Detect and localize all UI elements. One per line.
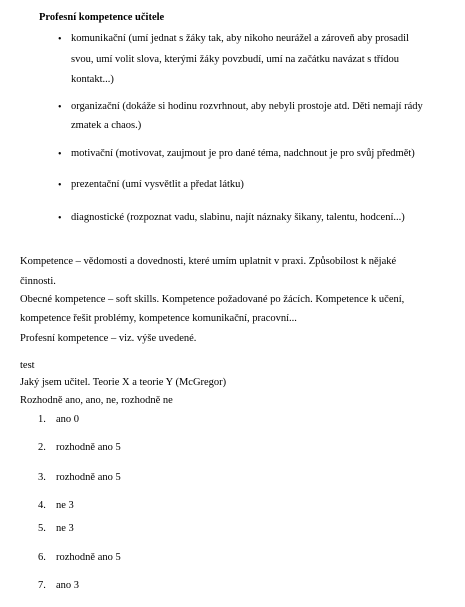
paragraph-line: činnosti. <box>20 276 56 287</box>
list-number: 2. <box>38 442 46 453</box>
list-item: rozhodně ano 5 <box>56 552 121 563</box>
list-item: ano 3 <box>56 580 80 591</box>
bullet-icon: • <box>58 149 62 160</box>
test-line: test <box>20 360 35 371</box>
bullet-3-line-1: motivační (motivovat, zaujmout je pro dané téma, nadchnout je pro svůj předmět) <box>71 148 415 159</box>
paragraph-line: Obecné kompetence – soft skills. Kompetence požadované po žácích. Kompetence k učení, <box>20 294 405 305</box>
bullet-5-line-1: diagnostické (rozpoznat vadu, slabinu, najít náznaky šikany, talentu, hodcení...) <box>71 212 405 223</box>
bullet-icon: • <box>58 34 62 45</box>
bullet-1-line-1: komunikační (umí jednat s žáky tak, aby nikoho neurážel a zároveň aby prosadil <box>71 33 409 44</box>
list-number: 7. <box>38 580 46 591</box>
list-item: rozhodně ano 5 <box>56 442 121 453</box>
paragraph-line: Profesní kompetence – viz. výše uvedené. <box>20 333 197 344</box>
list-number: 3. <box>38 472 46 483</box>
bullet-4-line-1: prezentační (umí vysvětlit a předat látku) <box>71 179 244 190</box>
bullet-icon: • <box>58 213 62 224</box>
bullet-2-line-2: zmatek a chaos.) <box>71 120 142 131</box>
answer-scale-line: Rozhodně ano, ano, ne, rozhodně ne <box>20 395 173 406</box>
list-item: ne 3 <box>56 523 74 534</box>
bullet-icon: • <box>58 180 62 191</box>
list-number: 6. <box>38 552 46 563</box>
bullet-1-line-2: svou, umí volit slova, kterými žáky povzbudí, umí na začátku navázat s třídou <box>71 54 400 65</box>
heading: Profesní kompetence učitele <box>39 12 165 23</box>
teacher-theory-line: Jaký jsem učitel. Teorie X a teorie Y (McGregor) <box>20 377 227 388</box>
list-item: ano 0 <box>56 414 80 425</box>
list-item: rozhodně ano 5 <box>56 472 121 483</box>
bullet-icon: • <box>58 102 62 113</box>
paragraph-line: Kompetence – vědomosti a dovednosti, které umím uplatnit v praxi. Způsobilost k nějaké <box>20 256 397 267</box>
bullet-2-line-1: organizační (dokáže si hodinu rozvrhnout, aby nebyli prostoje atd. Děti nemají rády <box>71 101 423 112</box>
list-number: 1. <box>38 414 46 425</box>
list-number: 5. <box>38 523 46 534</box>
paragraph-line: kompetence řešit problémy, kompetence komunikační, pracovní... <box>20 313 297 324</box>
list-number: 4. <box>38 500 46 511</box>
bullet-1-line-3: kontakt...) <box>71 74 114 85</box>
list-item: ne 3 <box>56 500 74 511</box>
